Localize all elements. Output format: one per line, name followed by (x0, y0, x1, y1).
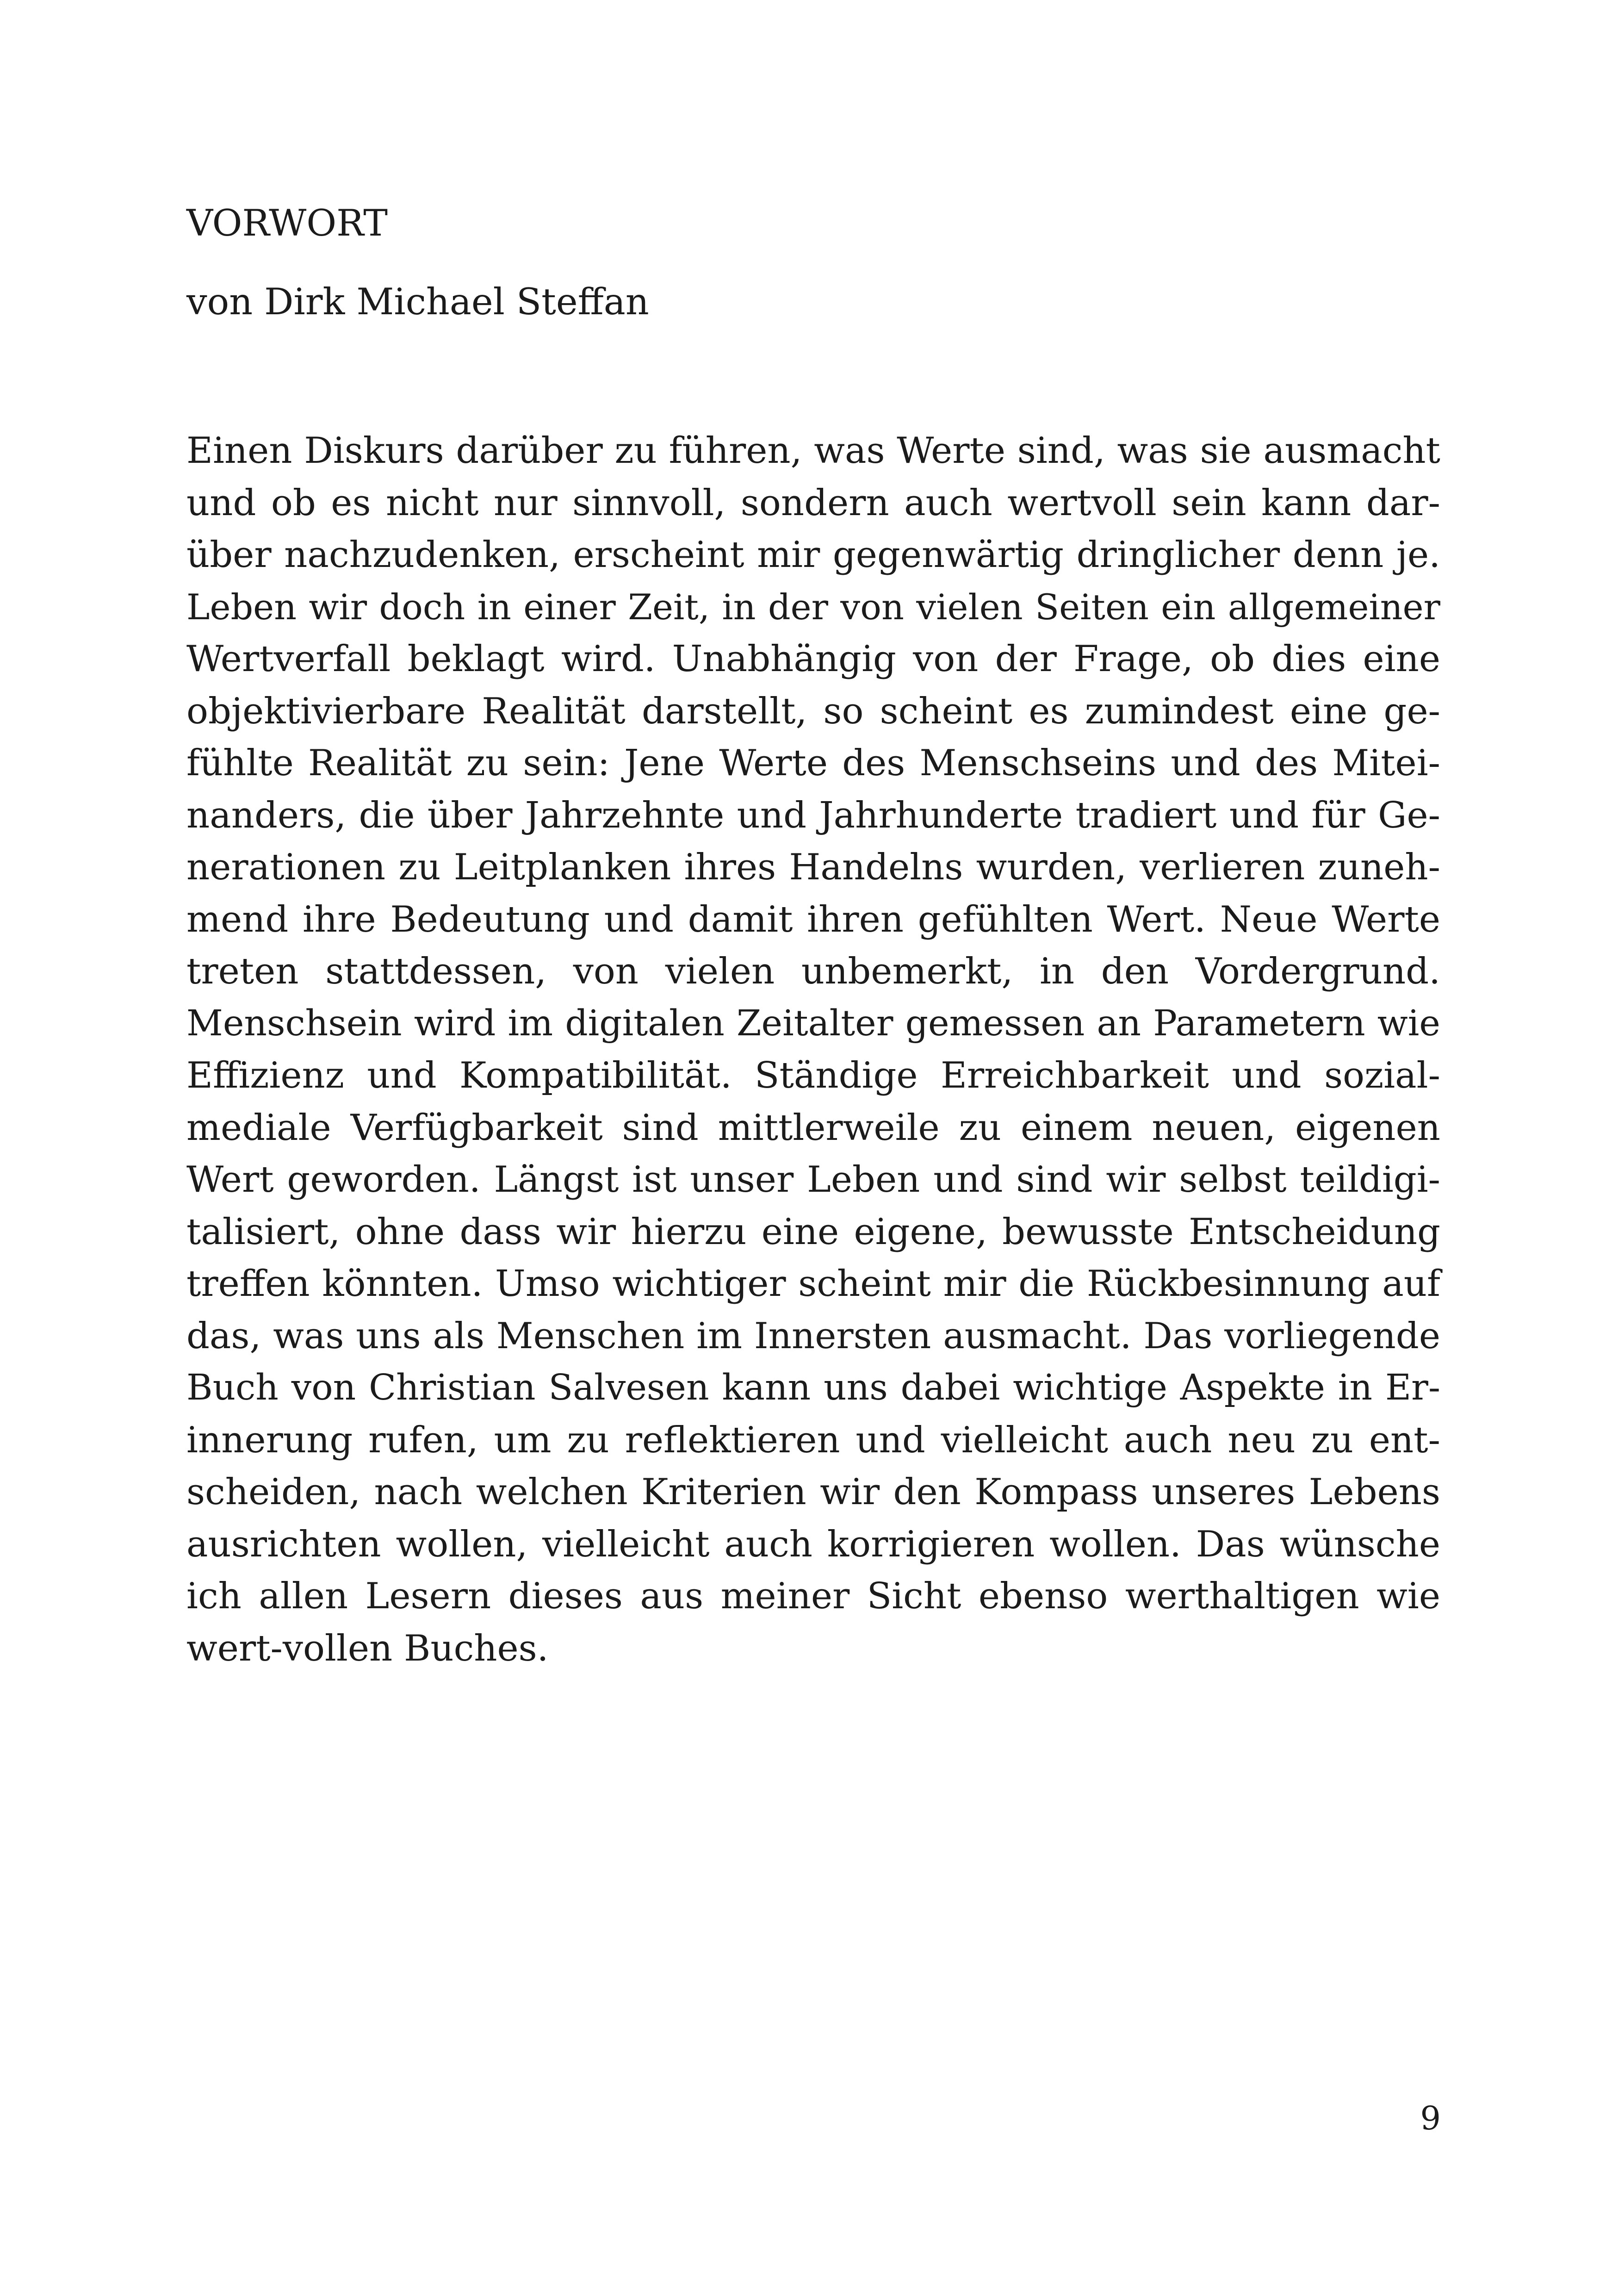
chapter-heading: VORWORT (186, 202, 388, 244)
text-line: Buch von Christian Salvesen kann uns dabei wichtige Aspekte in Er- (186, 1367, 1440, 1408)
body-paragraph (186, 425, 1440, 1674)
text-line: nerationen zu Leitplanken ihres Handelns wurden, verlieren zuneh- (186, 846, 1440, 888)
text-line: Einen Diskurs darüber zu führen, was Werte sind, was sie ausmacht (186, 430, 1440, 472)
text-line: fühlte Realität zu sein: Jene Werte des Menschseins und des Mitei- (186, 742, 1440, 784)
page-number: 9 (1420, 2099, 1441, 2137)
text-line: Effizienz und Kompatibilität. Ständige Erreichbarkeit und sozial- (186, 1055, 1440, 1096)
text-line: talisiert, ohne dass wir hierzu eine eigene, bewusste Entscheidung (186, 1211, 1440, 1253)
text-line: Wertverfall beklagt wird. Unabhängig von der Frage, ob dies eine (186, 638, 1440, 680)
author-line: von Dirk Michael Steffan (186, 280, 649, 323)
text-line: mediale Verfügbarkeit sind mittlerweile zu einem neuen, eigenen (186, 1107, 1440, 1149)
text-line: objektivierbare Realität darstellt, so scheint es zumindest eine ge- (186, 690, 1440, 732)
text-line: treten stattdessen, von vielen unbemerkt, in den Vordergrund. (186, 951, 1440, 992)
text-line: und ob es nicht nur sinnvoll, sondern auch wertvoll sein kann dar- (186, 482, 1440, 524)
text-line: das, was uns als Menschen im Innersten ausmacht. Das vorliegende (186, 1315, 1440, 1357)
text-line: Leben wir doch in einer Zeit, in der von vielen Seiten ein allgemeiner (186, 586, 1440, 628)
text-line: wert-vollen Buches. (186, 1627, 549, 1669)
text-line: ich allen Lesern dieses aus meiner Sicht ebenso werthaltigen wie (186, 1575, 1440, 1617)
text-line: Menschsein wird im digitalen Zeitalter gemessen an Parametern wie (186, 1002, 1440, 1044)
text-line: scheiden, nach welchen Kriterien wir den Kompass unseres Lebens (186, 1471, 1440, 1513)
text-line: über nachzudenken, erscheint mir gegenwärtig dringlicher denn je. (186, 534, 1440, 576)
text-line: ausrichten wollen, vielleicht auch korrigieren wollen. Das wünsche (186, 1523, 1440, 1565)
text-line: innerung rufen, um zu reflektieren und vielleicht auch neu zu ent- (186, 1419, 1440, 1461)
text-line: treffen könnten. Umso wichtiger scheint mir die Rückbesinnung auf (186, 1263, 1440, 1305)
text-line: Wert geworden. Längst ist unser Leben und sind wir selbst teildigi- (186, 1159, 1440, 1201)
text-line: mend ihre Bedeutung und damit ihren gefühlten Wert. Neue Werte (186, 898, 1440, 940)
text-line: nanders, die über Jahrzehnte und Jahrhunderte tradiert und für Ge- (186, 794, 1440, 836)
